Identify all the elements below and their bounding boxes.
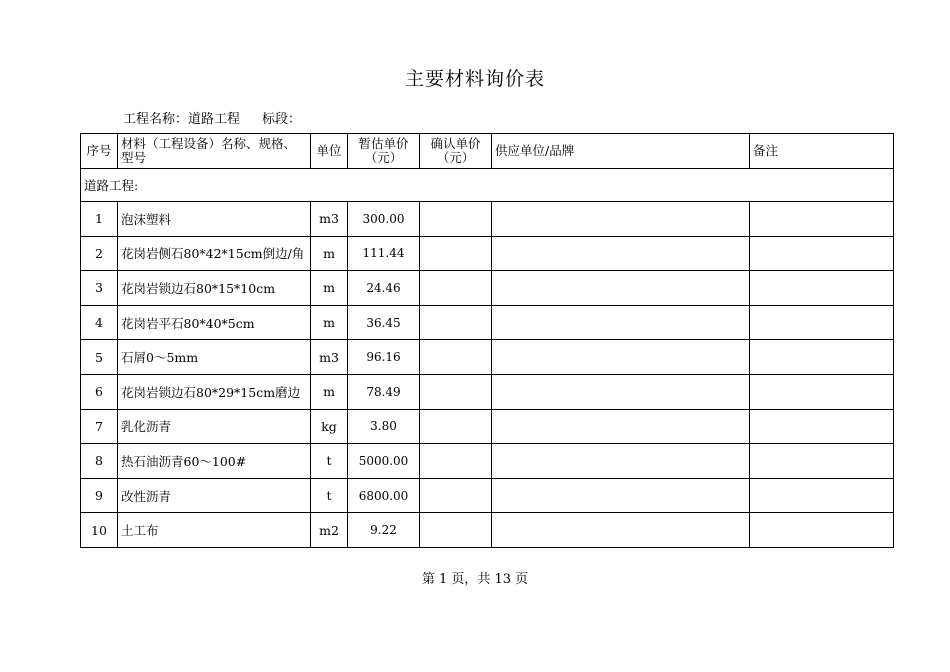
cell-confirmed-price <box>420 236 492 271</box>
section-label: 标段： <box>262 112 302 127</box>
cell-unit: m <box>311 236 348 271</box>
cell-seq: 5 <box>81 340 118 375</box>
cell-remarks <box>750 271 894 306</box>
cell-remarks <box>750 478 894 513</box>
cell-unit: m <box>311 305 348 340</box>
cell-confirmed-price <box>420 305 492 340</box>
table-row <box>81 305 894 340</box>
cell-seq: 4 <box>81 305 118 340</box>
cell-material-name: 乳化沥青 <box>118 409 311 444</box>
cell-seq: 2 <box>81 236 118 271</box>
cell-material-name: 花岗岩侧石80*42*15cm倒边/角 <box>118 236 311 271</box>
header-confirmed-price: 确认单价（元） <box>420 134 492 169</box>
cell-est-price: 5000.00 <box>348 444 420 479</box>
cell-material-name: 改性沥青 <box>118 478 311 513</box>
cell-remarks <box>750 513 894 548</box>
header-seq: 序号 <box>81 134 118 169</box>
cell-supplier <box>492 374 750 409</box>
cell-confirmed-price <box>420 374 492 409</box>
cell-material-name: 热石油沥青60～100# <box>118 444 311 479</box>
cell-supplier <box>492 340 750 375</box>
materials-table <box>80 133 894 548</box>
table-row <box>81 478 894 513</box>
table-row <box>81 444 894 479</box>
cell-remarks <box>750 202 894 237</box>
cell-material-name: 石屑0～5mm <box>118 340 311 375</box>
cell-seq: 3 <box>81 271 118 306</box>
cell-confirmed-price <box>420 513 492 548</box>
table-row <box>81 409 894 444</box>
cell-unit: t <box>311 444 348 479</box>
project-name: 工程名称：道路工程 <box>123 112 241 127</box>
cell-seq: 8 <box>81 444 118 479</box>
cell-confirmed-price <box>420 202 492 237</box>
cell-est-price: 9.22 <box>348 513 420 548</box>
cell-unit: t <box>311 478 348 513</box>
cell-unit: m2 <box>311 513 348 548</box>
section-row <box>81 169 894 202</box>
cell-remarks <box>750 236 894 271</box>
cell-seq: 6 <box>81 374 118 409</box>
cell-material-name: 花岗岩平石80*40*5cm <box>118 305 311 340</box>
cell-supplier <box>492 513 750 548</box>
table-row <box>81 374 894 409</box>
cell-confirmed-price <box>420 409 492 444</box>
header-material: 材料（工程设备）名称、规格、型号 <box>118 134 311 169</box>
header-remarks: 备注 <box>750 134 894 169</box>
cell-remarks <box>750 340 894 375</box>
table-row <box>81 271 894 306</box>
cell-material-name: 土工布 <box>118 513 311 548</box>
cell-est-price: 111.44 <box>348 236 420 271</box>
cell-supplier <box>492 305 750 340</box>
cell-remarks <box>750 305 894 340</box>
cell-supplier <box>492 409 750 444</box>
cell-est-price: 24.46 <box>348 271 420 306</box>
cell-est-price: 300.00 <box>348 202 420 237</box>
cell-confirmed-price <box>420 444 492 479</box>
project-info <box>123 108 301 127</box>
header-row <box>81 134 894 169</box>
cell-est-price: 36.45 <box>348 305 420 340</box>
cell-remarks <box>750 374 894 409</box>
cell-material-name: 泡沫塑料 <box>118 202 311 237</box>
cell-supplier <box>492 478 750 513</box>
cell-material-name: 花岗岩锁边石80*29*15cm磨边 <box>118 374 311 409</box>
cell-est-price: 6800.00 <box>348 478 420 513</box>
cell-est-price: 96.16 <box>348 340 420 375</box>
header-est-price: 暂估单价（元） <box>348 134 420 169</box>
cell-remarks <box>750 409 894 444</box>
cell-seq: 1 <box>81 202 118 237</box>
cell-unit: m3 <box>311 202 348 237</box>
cell-unit: m <box>311 271 348 306</box>
cell-seq: 9 <box>81 478 118 513</box>
cell-unit: kg <box>311 409 348 444</box>
cell-est-price: 78.49 <box>348 374 420 409</box>
table-row <box>81 202 894 237</box>
cell-unit: m <box>311 374 348 409</box>
cell-est-price: 3.80 <box>348 409 420 444</box>
table-row <box>81 513 894 548</box>
section-title: 道路工程: <box>81 169 894 202</box>
header-supplier: 供应单位/品牌 <box>492 134 750 169</box>
page-title: 主要材料询价表 <box>404 68 545 90</box>
cell-seq: 7 <box>81 409 118 444</box>
cell-confirmed-price <box>420 271 492 306</box>
cell-unit: m3 <box>311 340 348 375</box>
cell-material-name: 花岗岩锁边石80*15*10cm <box>118 271 311 306</box>
cell-supplier <box>492 271 750 306</box>
cell-supplier <box>492 236 750 271</box>
table-row <box>81 236 894 271</box>
header-unit: 单位 <box>311 134 348 169</box>
page-footer: 第 1 页，共 13 页 <box>421 572 529 587</box>
cell-supplier <box>492 202 750 237</box>
cell-supplier <box>492 444 750 479</box>
cell-confirmed-price <box>420 340 492 375</box>
cell-seq: 10 <box>81 513 118 548</box>
table-row <box>81 340 894 375</box>
cell-remarks <box>750 444 894 479</box>
cell-confirmed-price <box>420 478 492 513</box>
